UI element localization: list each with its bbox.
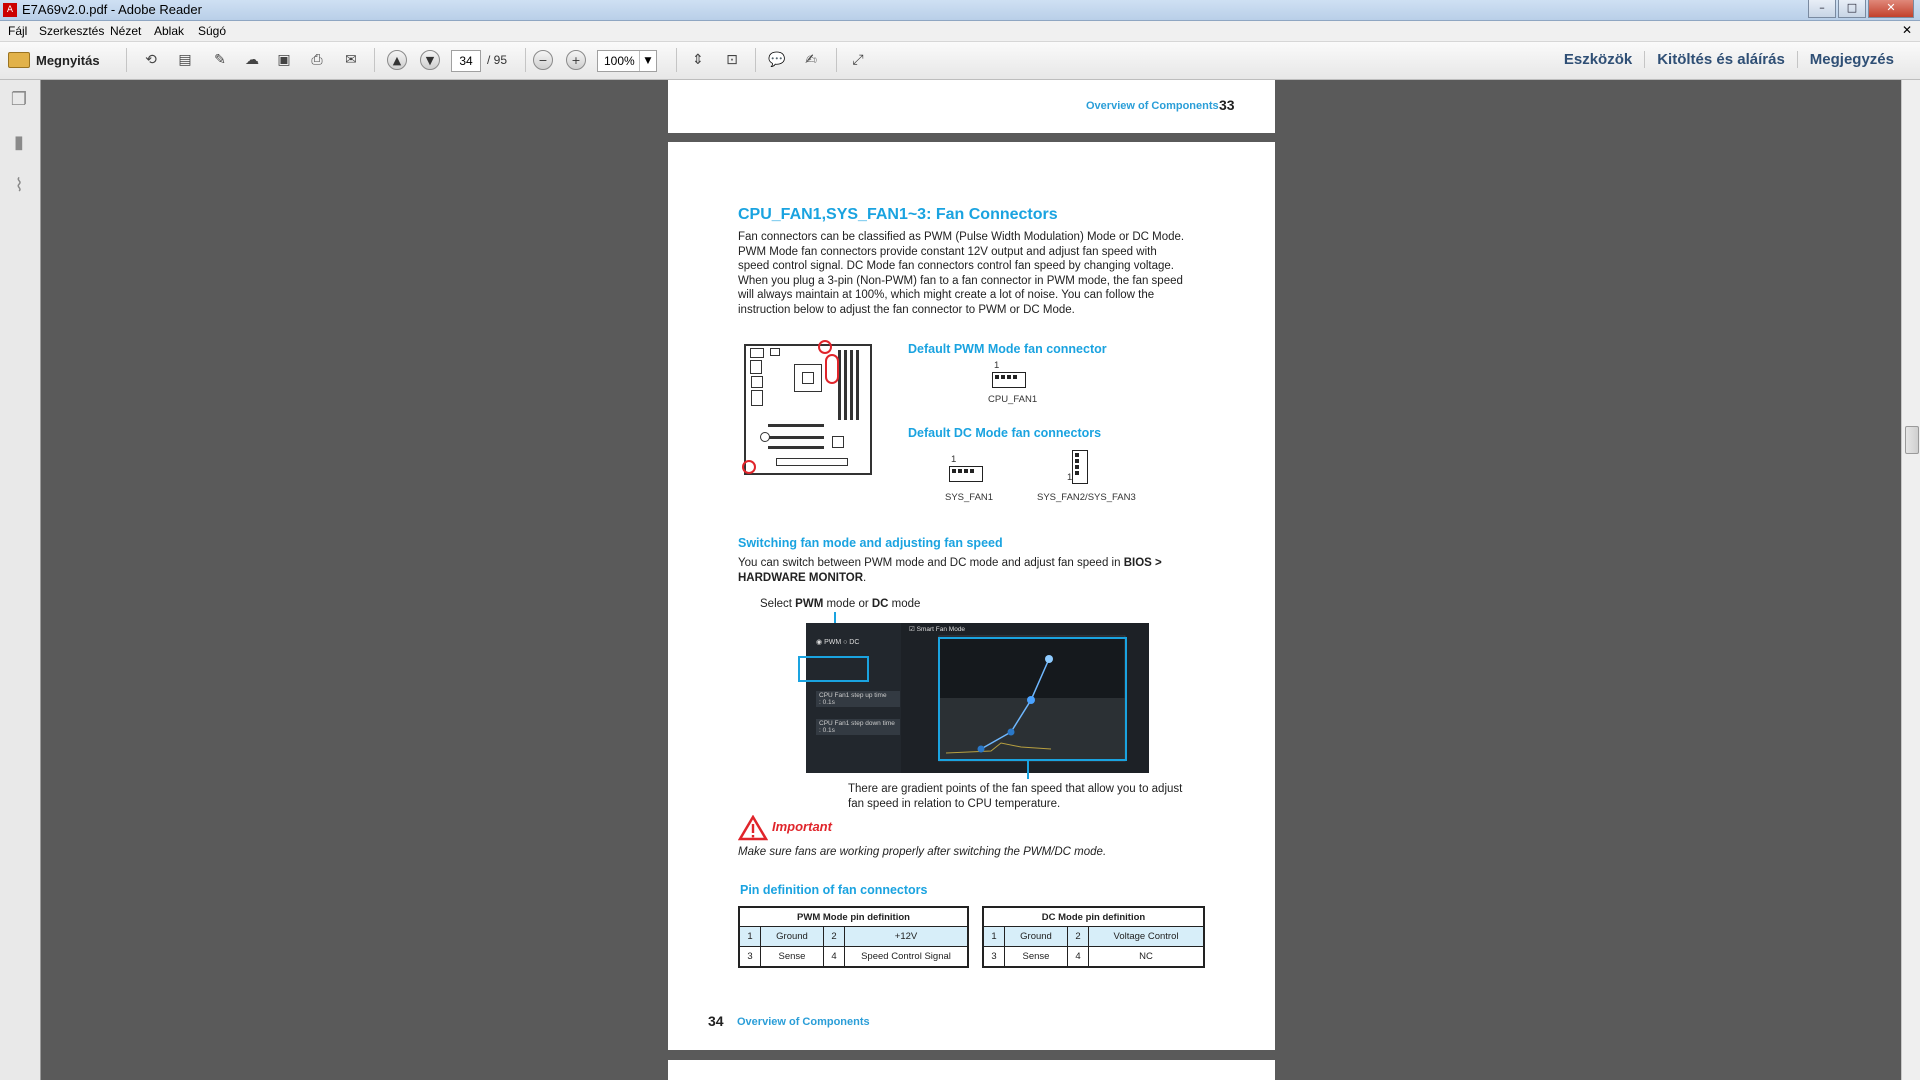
menu-help[interactable]: Súgó: [198, 24, 227, 38]
chevron-down-icon[interactable]: ▼: [639, 51, 656, 71]
table-cell: Sense: [1005, 947, 1068, 968]
gradient-note: [848, 782, 1228, 811]
title-bar: [0, 0, 1920, 21]
table-cell: Sense: [761, 947, 824, 968]
fit-page-icon[interactable]: ⇕: [692, 52, 704, 68]
comment-icon[interactable]: 💬: [768, 52, 786, 68]
callout-line: [834, 612, 836, 623]
table-cell: Speed Control Signal: [845, 947, 969, 968]
next-page-icon[interactable]: ▼: [418, 49, 442, 71]
cloud-upload-icon[interactable]: ☁: [245, 52, 259, 68]
navigation-panel: [0, 80, 41, 1080]
save-icon[interactable]: ▣: [277, 52, 291, 68]
step-up-setting: [816, 691, 900, 707]
open-button[interactable]: [8, 49, 100, 71]
minimize-button[interactable]: –: [1808, 0, 1836, 18]
step-down-setting: [816, 719, 900, 735]
window-controls: [1808, 0, 1914, 18]
table-cell: 1: [739, 927, 761, 947]
highlight-icon[interactable]: ✍: [805, 52, 817, 68]
page-total: / 95: [487, 53, 508, 67]
intro-line: Fan connectors can be classified as PWM (Pulse Width Modulation) Mode or DC Mode.: [738, 231, 1185, 243]
vertical-scrollbar[interactable]: [1901, 80, 1920, 1080]
email-icon[interactable]: ✉: [345, 52, 357, 68]
cpu-fan-label: CPU_FAN1: [988, 394, 1038, 405]
switch-mode-text: [738, 556, 1208, 585]
caption-text: Select: [760, 598, 796, 610]
pwm-pin-table: [738, 906, 969, 968]
pwm-dc-radio: ◉ PWM ○ DC: [816, 639, 860, 646]
toolbar-separator: [374, 48, 375, 72]
toolbar-separator: [755, 48, 756, 72]
toolbar-separator: [676, 48, 677, 72]
comment-link[interactable]: Megjegyzés: [1797, 51, 1906, 68]
table-cell: 2: [824, 927, 845, 947]
close-window-button[interactable]: ✕: [1868, 0, 1914, 18]
folder-icon: [8, 52, 30, 68]
mode-select-highlight: [798, 656, 869, 682]
page-title: CPU_FAN1,SYS_FAN1~3: Fan Connectors: [738, 206, 1058, 223]
menu-edit[interactable]: Szerkesztés: [39, 24, 105, 38]
scrollbar-thumb[interactable]: [1905, 426, 1919, 454]
step-up-value: : 0.1s: [819, 699, 835, 706]
warning-icon: [738, 815, 768, 841]
previous-page-icon[interactable]: ▲: [385, 49, 409, 71]
four-pin-connector: [949, 466, 983, 482]
select-mode-caption: [760, 597, 920, 612]
sys-fan-marker: [825, 354, 839, 384]
prev-page-number: 33: [1219, 97, 1235, 113]
table-cell: Ground: [761, 927, 824, 947]
zoom-in-icon[interactable]: +: [564, 49, 588, 71]
sys-fan1-label: SYS_FAN1: [945, 492, 994, 503]
dc-option: DC: [849, 639, 860, 646]
pdf-page: [668, 142, 1275, 1050]
attachments-icon[interactable]: ⌇: [14, 175, 24, 196]
bookmarks-icon[interactable]: ▮: [14, 132, 24, 153]
table-row: [983, 927, 1204, 947]
zoom-select[interactable]: [597, 50, 657, 72]
table-cell: 3: [983, 947, 1005, 968]
dc-pin-table: [982, 906, 1205, 968]
intro-text: [738, 230, 1238, 317]
intro-line: PWM Mode fan connectors provide constant 12V output and adjust fan speed with: [738, 245, 1157, 258]
motherboard-diagram: [744, 344, 872, 475]
table-cell: 2: [1068, 927, 1089, 947]
table-cell: 3: [739, 947, 761, 968]
pin-one-label: 1: [1067, 472, 1073, 483]
table-cell: NC: [1089, 947, 1205, 968]
create-pdf-icon[interactable]: ⟲: [145, 52, 157, 68]
smart-fan-checkbox: ☑ Smart Fan Mode: [909, 626, 966, 633]
footer-section: Overview of Components: [737, 1016, 870, 1028]
pwm-option: PWM: [824, 639, 842, 646]
toolbar-separator: [525, 48, 526, 72]
menu-bar: [0, 21, 1920, 42]
toolbar-separator: [836, 48, 837, 72]
smart-fan-label: Smart Fan Mode: [916, 626, 966, 633]
gradient-note-line: There are gradient points of the fan speed that allow you to adjust: [848, 783, 1183, 795]
zoom-value: 100%: [604, 54, 635, 68]
open-label: Megnyitás: [36, 52, 100, 68]
adobe-reader-icon: A: [3, 3, 17, 17]
table-cell: 4: [1068, 947, 1089, 968]
intro-line: will always maintain at 100%, which might create a lot of noise. You can follow the: [738, 289, 1155, 301]
table-cell: Ground: [1005, 927, 1068, 947]
table-cell: Voltage Control: [1089, 927, 1205, 947]
page-thumbnails-icon[interactable]: ❐: [10, 89, 28, 110]
right-tool-links: [1552, 51, 1906, 68]
switch-text: You can switch between PWM mode and DC mode and adjust fan speed in: [738, 557, 1124, 569]
pin-one-label: 1: [951, 454, 957, 465]
gradient-note-line: fan speed in relation to CPU temperature.: [848, 797, 1061, 810]
switch-mode-heading: Switching fan mode and adjusting fan speed: [738, 536, 1003, 550]
four-pin-connector: [992, 372, 1026, 388]
important-label: Important: [772, 819, 832, 834]
sys-fan23-label: SYS_FAN2/SYS_FAN3: [1037, 492, 1136, 503]
combine-files-icon[interactable]: ▤: [178, 52, 192, 68]
fill-sign-link[interactable]: Kitöltés és aláírás: [1644, 51, 1797, 68]
previous-page: [668, 80, 1275, 133]
fit-width-icon[interactable]: ⊡: [726, 52, 738, 68]
important-text: Make sure fans are working properly after switching the PWM/DC mode.: [738, 846, 1107, 858]
cpu-fan-marker: [818, 340, 832, 354]
print-icon[interactable]: ⎙: [311, 52, 323, 68]
footer-page-number: 34: [708, 1013, 724, 1029]
menu-window[interactable]: Ablak: [154, 24, 185, 38]
sys-fan-marker: [742, 460, 756, 474]
table-cell: 1: [983, 927, 1005, 947]
caption-text: mode: [888, 598, 921, 610]
window-title: E7A69v2.0.pdf - Adobe Reader: [22, 2, 202, 17]
tools-link[interactable]: Eszközök: [1563, 51, 1633, 68]
step-down-value: : 0.1s: [819, 727, 835, 734]
pwm-default-heading: Default PWM Mode fan connector: [908, 342, 1107, 356]
full-screen-icon[interactable]: ⤢: [852, 52, 864, 68]
page-number-input[interactable]: 34: [451, 50, 481, 72]
table-title: PWM Mode pin definition: [739, 907, 968, 927]
dc-default-heading: Default DC Mode fan connectors: [908, 426, 1102, 440]
pin-one-label: 1: [994, 360, 1000, 371]
toolbar-separator: [126, 48, 127, 72]
table-cell: 4: [824, 947, 845, 968]
fan-curve-highlight: [938, 637, 1127, 761]
edit-icon[interactable]: ✎: [214, 52, 226, 68]
table-row: [983, 947, 1204, 968]
prev-page-section: Overview of Components: [1086, 100, 1219, 112]
table-cell: +12V: [845, 927, 969, 947]
pin-definition-heading: Pin definition of fan connectors: [740, 883, 928, 897]
step-up-label: CPU Fan1 step up time: [819, 692, 887, 699]
callout-line: [1027, 759, 1029, 779]
intro-line: When you plug a 3-pin (Non-PWM) fan to a fan connector in PWM mode, the fan speed: [738, 274, 1183, 287]
caption-text: mode or: [823, 598, 872, 610]
hardware-monitor-label: HARDWARE MONITOR: [738, 571, 864, 584]
four-pin-connector: [1072, 450, 1088, 484]
caption-dc: DC: [871, 598, 889, 610]
next-page: [668, 1060, 1275, 1080]
table-row: [739, 927, 968, 947]
intro-line: speed control signal. DC Mode fan connectors control fan speed by changing voltage.: [738, 260, 1174, 272]
close-document-icon[interactable]: ✕: [1901, 23, 1912, 37]
caption-pwm: PWM: [795, 598, 824, 610]
toolbar: [0, 42, 1920, 80]
table-title: DC Mode pin definition: [983, 907, 1204, 927]
switch-text-end: .: [863, 571, 867, 584]
step-down-label: CPU Fan1 step down time: [819, 720, 895, 727]
table-row: [739, 947, 968, 968]
bios-path: BIOS >: [1123, 557, 1162, 569]
intro-line: instruction below to adjust the fan connector to PWM or DC Mode.: [738, 303, 1075, 316]
zoom-out-icon[interactable]: −: [531, 49, 555, 71]
maximize-button[interactable]: □: [1838, 0, 1866, 18]
menu-view[interactable]: Nézet: [110, 24, 142, 38]
menu-file[interactable]: Fájl: [8, 24, 28, 38]
